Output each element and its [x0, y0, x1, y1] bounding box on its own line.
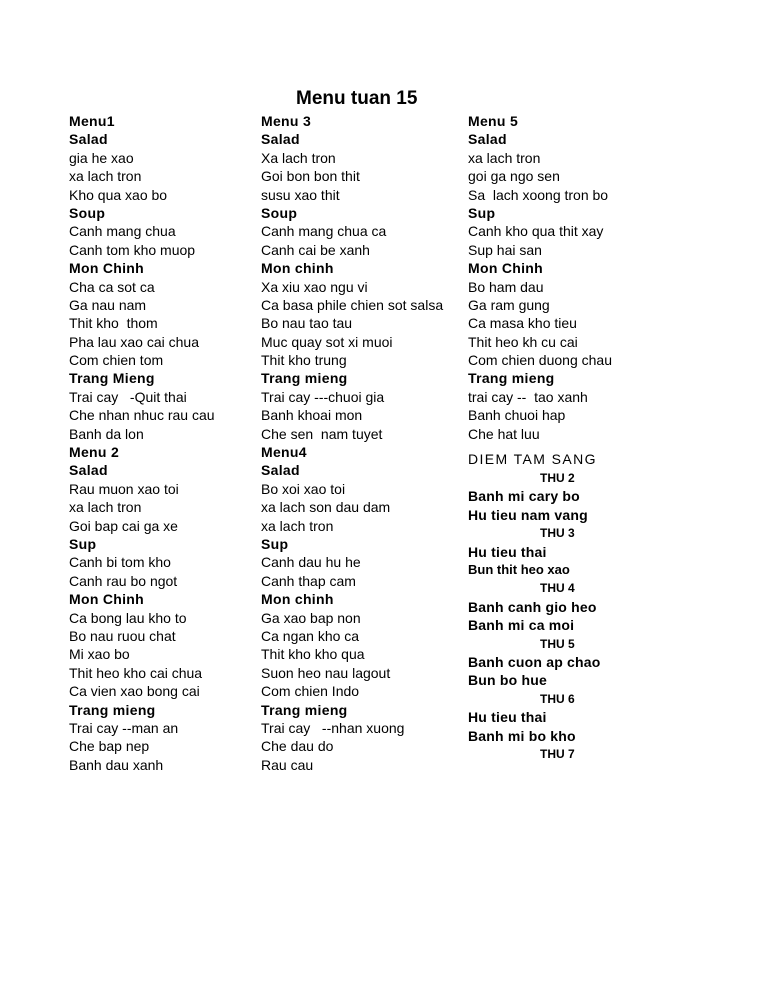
- breakfast-dish: Hu tieu thai: [468, 709, 547, 726]
- dish-item: Canh bi tom kho: [69, 554, 171, 571]
- breakfast-dish: Hu tieu nam vang: [468, 506, 588, 523]
- section-heading: Salad: [261, 462, 300, 479]
- dish-item: Goi bon bon thit: [261, 168, 360, 185]
- dish-item: Banh khoai mon: [261, 407, 363, 424]
- breakfast-dish: Banh mi cary bo: [468, 488, 580, 505]
- dish-item: trai cay -- tao xanh: [468, 388, 588, 405]
- section-heading: Salad: [468, 131, 507, 148]
- menu-heading: Menu 3: [261, 113, 312, 129]
- dish-item: goi ga ngo sen: [468, 168, 560, 185]
- dish-item: Ca ngan kho ca: [261, 627, 360, 644]
- menu-column-1: [69, 112, 215, 774]
- section-heading: Mon Chinh: [468, 260, 544, 277]
- dish-item: gia he xao: [69, 149, 134, 166]
- dish-item: Com chien tom: [69, 352, 164, 369]
- dish-item: Banh da lon: [69, 425, 144, 442]
- menu-column-3: [468, 112, 612, 763]
- dish-item: Ca basa phile chien sot salsa: [261, 296, 444, 313]
- dish-item: Cha ca sot ca: [69, 278, 155, 295]
- section-heading: Mon chinh: [261, 591, 334, 608]
- section-heading: Mon Chinh: [69, 591, 145, 608]
- dish-item: Ga nau nam: [69, 296, 147, 313]
- dish-item: Com chien duong chau: [468, 352, 612, 369]
- dish-item: xa lach tron: [69, 168, 142, 185]
- dish-item: Canh cai be xanh: [261, 241, 370, 258]
- dish-item: Che hat luu: [468, 425, 540, 442]
- dish-item: Suon heo nau lagout: [261, 664, 391, 681]
- dish-item: susu xao thit: [261, 186, 340, 203]
- dish-item: Rau cau: [261, 756, 314, 773]
- dish-item: Thit heo kh cu cai: [468, 333, 578, 350]
- dish-item: Pha lau xao cai chua: [69, 333, 199, 350]
- page-title: Menu tuan 15: [296, 88, 418, 109]
- dish-item: Bo ham dau: [468, 278, 544, 295]
- dish-item: Che dau do: [261, 738, 334, 755]
- dish-item: Goi bap cai ga xe: [69, 517, 178, 534]
- menu-heading: Menu1: [69, 113, 115, 129]
- breakfast-dish: Bun thit heo xao: [468, 561, 570, 577]
- dish-item: Canh mang chua ca: [261, 223, 387, 240]
- section-heading: Sup: [69, 535, 97, 552]
- dish-item: Ga xao bap non: [261, 609, 361, 626]
- section-heading: Salad: [69, 462, 108, 479]
- dish-item: Canh tom kho muop: [69, 241, 196, 258]
- day-label: THU 5: [540, 636, 575, 651]
- dish-item: Banh dau xanh: [69, 756, 164, 773]
- dish-item: Canh rau bo ngot: [69, 572, 178, 589]
- menu-column-2: [261, 112, 443, 774]
- dish-item: Ga ram gung: [468, 296, 550, 313]
- dish-item: Trai cay --nhan xuong: [261, 719, 405, 736]
- dish-item: Canh thap cam: [261, 572, 356, 589]
- dish-item: Thit kho trung: [261, 352, 347, 369]
- section-heading: Trang mieng: [261, 701, 348, 718]
- section-heading: Mon chinh: [261, 260, 334, 277]
- breakfast-dish: Banh mi ca moi: [468, 617, 575, 634]
- dish-item: Xa lach tron: [261, 149, 336, 166]
- section-heading: Salad: [69, 131, 108, 148]
- dish-item: Rau muon xao toi: [69, 480, 179, 497]
- menu-heading: Menu 2: [69, 444, 120, 461]
- breakfast-dish: Banh mi bo kho: [468, 727, 576, 744]
- dish-item: Bo xoi xao toi: [261, 480, 346, 497]
- section-heading: Mon Chinh: [69, 260, 145, 277]
- section-heading: Trang Mieng: [69, 370, 155, 387]
- day-label: THU 7: [540, 746, 575, 761]
- section-heading: Salad: [261, 131, 300, 148]
- dish-item: Trai cay --man an: [69, 719, 179, 736]
- dish-item: xa lach tron: [468, 149, 541, 166]
- dish-item: xa lach son dau dam: [261, 499, 391, 516]
- dish-item: Trai cay ---chuoi gia: [261, 388, 385, 405]
- section-heading: Trang mieng: [261, 370, 348, 387]
- breakfast-dish: Banh canh gio heo: [468, 598, 597, 615]
- diem-tam-heading: DIEM TAM SANG: [468, 451, 597, 468]
- day-label: THU 6: [540, 691, 575, 706]
- dish-item: Ca masa kho tieu: [468, 315, 577, 332]
- dish-item: Muc quay sot xi muoi: [261, 333, 393, 350]
- dish-item: Che nhan nhuc rau cau: [69, 407, 215, 424]
- menu-heading: Menu 5: [468, 113, 519, 129]
- dish-item: Mi xao bo: [69, 646, 130, 663]
- dish-item: xa lach tron: [69, 499, 142, 516]
- dish-item: Bo nau tao tau: [261, 315, 353, 332]
- dish-item: xa lach tron: [261, 517, 334, 534]
- dish-item: Sup hai san: [468, 241, 542, 258]
- dish-item: Bo nau ruou chat: [69, 627, 176, 644]
- breakfast-dish: Hu tieu thai: [468, 543, 547, 560]
- breakfast-dish: Bun bo hue: [468, 672, 547, 689]
- dish-item: Trai cay -Quit thai: [69, 388, 187, 405]
- menu-heading: Menu4: [261, 444, 307, 461]
- dish-item: Thit kho kho qua: [261, 646, 365, 663]
- dish-item: Thit heo kho cai chua: [69, 664, 203, 681]
- dish-item: Ca bong lau kho to: [69, 609, 187, 626]
- dish-item: Thit kho thom: [69, 315, 158, 332]
- dish-item: Canh mang chua: [69, 223, 176, 240]
- dish-item: Che sen nam tuyet: [261, 425, 383, 442]
- day-label: THU 3: [540, 526, 575, 541]
- dish-item: Xa xiu xao ngu vi: [261, 278, 368, 295]
- section-heading: Sup: [261, 535, 289, 552]
- section-heading: Trang mieng: [468, 370, 555, 387]
- dish-item: Banh chuoi hap: [468, 407, 566, 424]
- day-label: THU 4: [540, 581, 575, 596]
- section-heading: Sup: [468, 204, 496, 221]
- dish-item: Kho qua xao bo: [69, 186, 168, 203]
- breakfast-dish: Banh cuon ap chao: [468, 653, 601, 670]
- day-label: THU 2: [540, 471, 575, 486]
- dish-item: Com chien Indo: [261, 683, 360, 700]
- dish-item: Ca vien xao bong cai: [69, 683, 200, 700]
- section-heading: Soup: [69, 204, 106, 221]
- dish-item: Canh kho qua thit xay: [468, 223, 604, 240]
- dish-item: Che bap nep: [69, 738, 150, 755]
- section-heading: Trang mieng: [69, 701, 156, 718]
- section-heading: Soup: [261, 204, 298, 221]
- dish-item: Sa lach xoong tron bo: [468, 186, 609, 203]
- dish-item: Canh dau hu he: [261, 554, 361, 571]
